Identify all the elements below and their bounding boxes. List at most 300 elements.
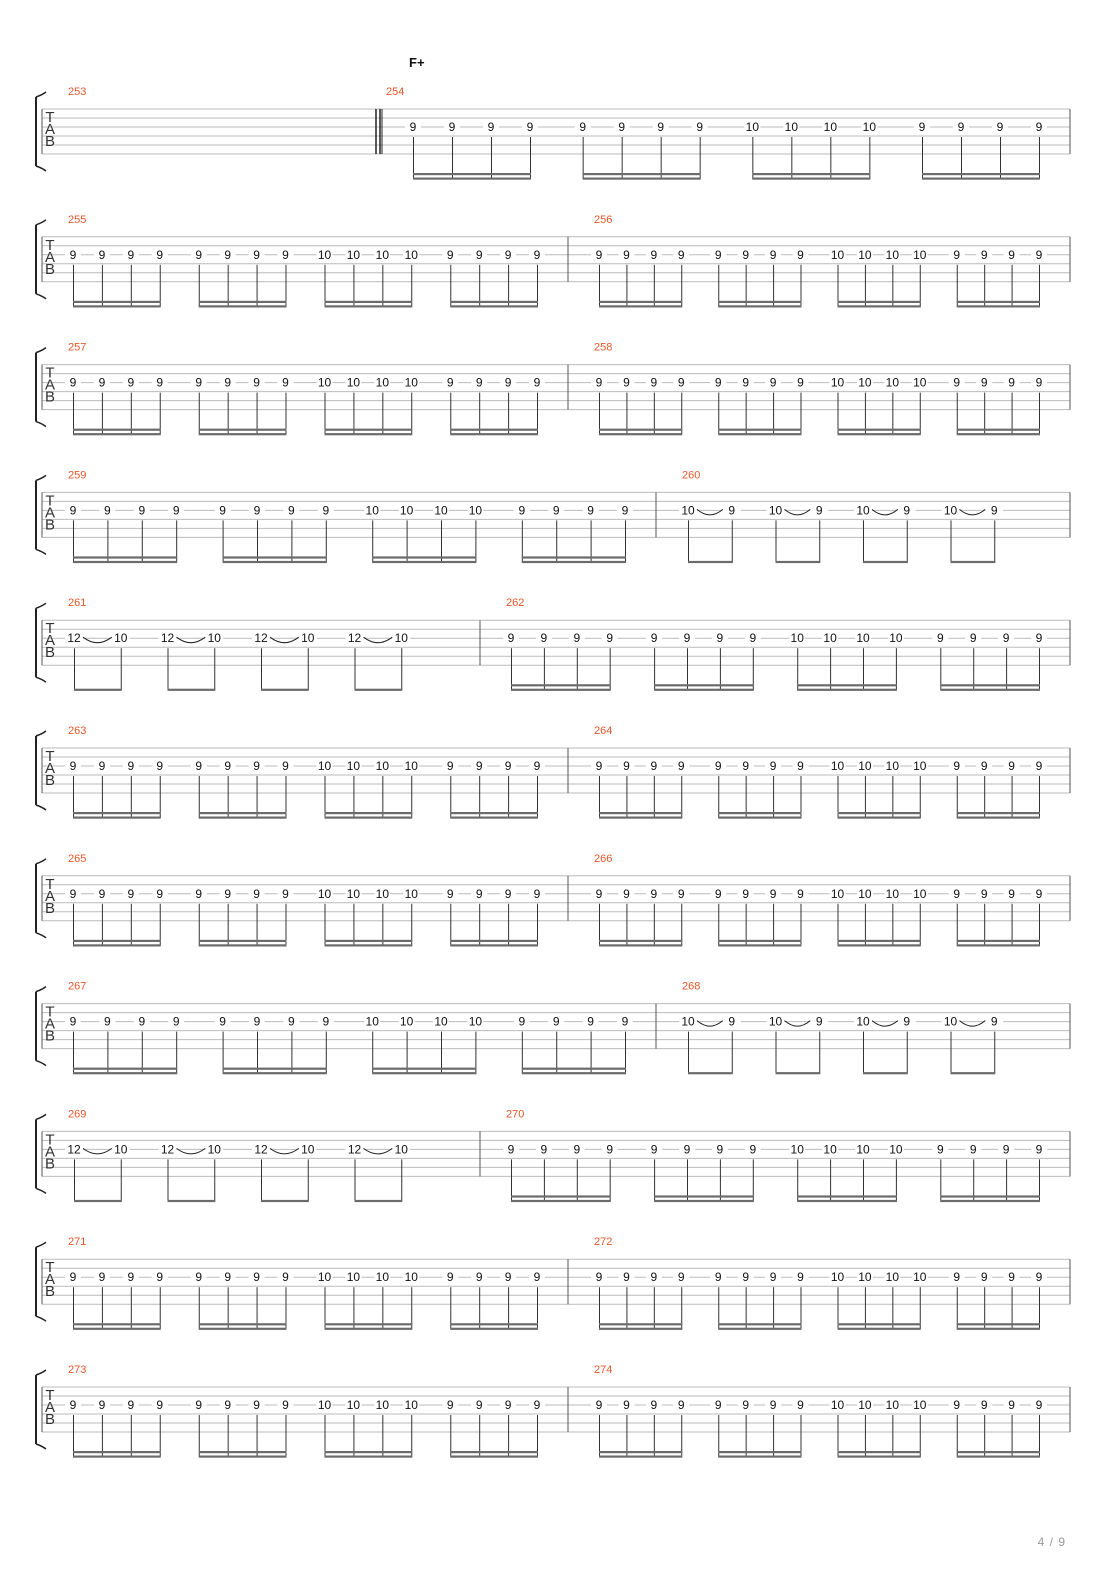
beam-secondary	[599, 944, 682, 946]
fret-number: 12	[160, 1142, 175, 1157]
fret-number: 10	[858, 247, 872, 262]
beam-primary	[73, 429, 161, 431]
tab-clef-letter: T	[45, 1003, 55, 1021]
beam-primary	[73, 1323, 161, 1325]
fret-number: 9	[714, 1398, 722, 1412]
beam-primary	[583, 173, 701, 175]
fret-number: 9	[996, 120, 1004, 134]
tab-system	[36, 55, 1070, 180]
measure-number: 258	[594, 341, 613, 354]
fret-number: 12	[347, 631, 362, 646]
fret-number: 10	[885, 759, 900, 773]
beam-secondary	[73, 1328, 161, 1330]
beam-primary	[797, 1195, 897, 1197]
fret-number: 10	[399, 1014, 414, 1029]
beam-secondary	[599, 817, 682, 819]
beam-secondary	[752, 178, 870, 180]
fret-number: 9	[980, 1398, 988, 1412]
fret-number: 9	[156, 1270, 164, 1285]
fret-number: 9	[623, 375, 630, 390]
beam-primary	[776, 561, 821, 563]
beam-secondary	[450, 817, 538, 819]
fret-number: 9	[504, 1270, 512, 1285]
beam-secondary	[325, 433, 413, 435]
fret-number: 9	[475, 247, 483, 262]
fret-number: 9	[650, 631, 658, 646]
beam-primary	[73, 1451, 161, 1453]
fret-number: 9	[533, 247, 541, 262]
fret-number: 10	[943, 503, 958, 518]
beam-primary	[718, 1323, 801, 1325]
beam-primary	[654, 1195, 754, 1197]
fret-number: 9	[253, 247, 260, 262]
fret-number: 9	[69, 247, 77, 262]
beam-primary	[957, 812, 1040, 814]
fret-number: 9	[98, 247, 106, 262]
measure-number: 254	[386, 86, 405, 98]
beam-primary	[73, 301, 161, 303]
fret-number: 10	[823, 631, 837, 646]
fret-number: 10	[207, 631, 221, 646]
fret-number: 9	[533, 1270, 541, 1285]
fret-number: 9	[253, 759, 260, 773]
fret-number: 9	[533, 1398, 541, 1412]
bracket-top-hook	[36, 603, 46, 608]
fret-number: 10	[207, 1142, 221, 1157]
fret-number: 9	[127, 375, 135, 390]
fret-number: 9	[677, 375, 685, 390]
fret-number: 9	[595, 759, 603, 773]
beam-primary	[522, 1068, 626, 1070]
fret-number: 9	[573, 1142, 581, 1157]
fret-number: 10	[365, 1014, 379, 1029]
beam-secondary	[223, 1072, 327, 1074]
tab-clef-letter: T	[45, 1259, 55, 1277]
beam-secondary	[838, 817, 921, 819]
fret-number: 9	[533, 886, 541, 901]
beam-primary	[413, 173, 531, 175]
beam-secondary	[718, 817, 801, 819]
fret-number: 9	[1035, 759, 1043, 773]
beam-primary	[325, 301, 413, 303]
fret-number: 9	[1035, 375, 1043, 390]
fret-number: 10	[885, 375, 900, 390]
fret-number: 9	[623, 247, 630, 262]
beam-secondary	[325, 944, 413, 946]
beam-secondary	[922, 178, 1040, 180]
fret-number: 9	[742, 375, 750, 390]
fret-number: 9	[475, 886, 483, 901]
fret-number: 10	[889, 1142, 903, 1157]
fret-number: 9	[714, 886, 722, 901]
beam-secondary	[957, 305, 1040, 307]
beam-primary	[951, 1072, 996, 1074]
beam-primary	[199, 940, 287, 942]
fret-number: 9	[1002, 1142, 1010, 1157]
beam-primary	[599, 1451, 682, 1453]
tab-clef-letter: B	[44, 1411, 56, 1428]
fret-number: 9	[446, 886, 454, 901]
tab-clef-letter: B	[44, 1283, 56, 1301]
fret-number: 10	[434, 1014, 448, 1029]
fret-number: 9	[446, 247, 454, 262]
fret-number: 9	[606, 631, 614, 646]
fret-number: 9	[936, 631, 944, 646]
fret-number: 9	[742, 1270, 750, 1285]
fret-number: 9	[623, 1398, 630, 1412]
fret-number: 9	[957, 120, 965, 134]
tab-clef-letter: T	[45, 492, 55, 510]
tab-clef-letter: T	[45, 875, 55, 893]
fret-number: 9	[936, 1142, 944, 1157]
fret-number: 9	[282, 247, 289, 262]
beam-primary	[957, 940, 1040, 942]
fret-number: 10	[317, 886, 332, 901]
fret-number: 9	[127, 886, 135, 901]
beam-primary	[223, 556, 327, 558]
beam-secondary	[797, 689, 897, 691]
fret-number: 9	[990, 503, 998, 518]
fret-number: 9	[1008, 1398, 1015, 1412]
fret-number: 9	[683, 1142, 691, 1157]
fret-number: 9	[1008, 1270, 1015, 1285]
fret-number: 9	[98, 1398, 106, 1412]
bracket-top-hook	[36, 220, 46, 225]
beam-secondary	[599, 1328, 682, 1330]
measure-number: 273	[68, 1364, 87, 1376]
beam-primary	[325, 940, 413, 942]
fret-number: 9	[677, 886, 685, 901]
fret-number: 9	[742, 886, 750, 901]
beam-secondary	[718, 305, 801, 307]
fret-number: 9	[156, 375, 164, 390]
fret-number: 9	[504, 247, 512, 262]
fret-number: 9	[552, 503, 560, 518]
fret-number: 9	[195, 375, 203, 390]
fret-number: 10	[745, 120, 760, 134]
fret-number: 9	[156, 886, 164, 901]
fret-number: 9	[253, 1270, 260, 1285]
fret-number: 9	[219, 503, 226, 518]
measure-number: 264	[594, 725, 613, 737]
fret-number: 9	[224, 375, 232, 390]
beam-primary	[168, 1200, 216, 1202]
bracket-bottom-hook	[36, 805, 46, 810]
fret-number: 10	[114, 631, 128, 646]
beam-secondary	[940, 1200, 1040, 1202]
measure-number: 259	[68, 469, 87, 482]
beam-secondary	[199, 817, 287, 819]
fret-number: 9	[650, 1270, 658, 1285]
beam-primary	[838, 812, 921, 814]
bracket-bottom-hook	[36, 1444, 46, 1449]
tab-system	[36, 469, 1070, 563]
fret-number: 9	[716, 1142, 724, 1157]
fret-number: 9	[749, 1142, 757, 1157]
fret-number: 9	[618, 120, 626, 134]
beam-primary	[688, 1072, 733, 1074]
measure-number: 274	[594, 1364, 613, 1376]
beam-secondary	[654, 689, 754, 691]
beam-secondary	[413, 178, 531, 180]
beam-primary	[863, 1072, 908, 1074]
fret-number: 10	[394, 1142, 408, 1157]
fret-number: 10	[346, 886, 361, 901]
fret-number: 9	[650, 886, 658, 901]
fret-number: 10	[375, 1270, 390, 1285]
bracket-top-hook	[36, 1114, 46, 1119]
fret-number: 10	[856, 1014, 870, 1029]
fret-number: 10	[394, 631, 408, 646]
tab-clef-letter: T	[45, 748, 55, 765]
measure-number: 270	[506, 1108, 525, 1121]
fret-number: 9	[696, 120, 704, 134]
measure-number: 257	[68, 341, 87, 354]
tab-clef-letter: A	[44, 121, 56, 138]
fret-number: 10	[317, 375, 332, 390]
bracket-top-hook	[36, 348, 46, 353]
fret-number: 9	[282, 886, 289, 901]
beam-primary	[957, 1323, 1040, 1325]
fret-number: 12	[160, 631, 175, 646]
fret-number: 9	[195, 1398, 203, 1412]
fret-number: 9	[797, 1398, 804, 1412]
measure-number: 262	[506, 597, 525, 610]
fret-number: 9	[606, 1142, 614, 1157]
beam-secondary	[718, 433, 801, 435]
beam-secondary	[838, 1456, 921, 1458]
fret-number: 10	[317, 1270, 332, 1285]
fret-number: 9	[518, 1014, 526, 1029]
beam-primary	[718, 812, 801, 814]
beam-secondary	[797, 1200, 897, 1202]
fret-number: 9	[224, 886, 232, 901]
beam-primary	[168, 689, 216, 691]
beam-primary	[199, 1323, 287, 1325]
page-number: 4 / 9	[1037, 1535, 1066, 1549]
fret-number: 9	[1008, 759, 1015, 773]
fret-number: 10	[830, 375, 845, 390]
fret-number: 10	[790, 1142, 804, 1157]
tab-clef-letter: B	[44, 899, 56, 917]
beam-secondary	[599, 433, 682, 435]
fret-number: 9	[980, 886, 988, 901]
fret-number: 9	[172, 503, 180, 518]
fret-number: 10	[856, 503, 870, 518]
fret-number: 9	[504, 759, 512, 773]
tab-clef-letter: B	[44, 260, 56, 278]
beam-primary	[957, 301, 1040, 303]
fret-number: 9	[677, 1398, 685, 1412]
fret-number: 9	[69, 1270, 77, 1285]
tab-clef-letter: A	[44, 760, 56, 777]
tab-system	[36, 342, 1070, 436]
beam-primary	[325, 1323, 413, 1325]
fret-number: 9	[969, 631, 977, 646]
fret-number: 10	[365, 503, 379, 518]
beam-primary	[776, 1072, 821, 1074]
beam-primary	[450, 301, 538, 303]
fret-number: 9	[769, 886, 777, 901]
measure-number: 253	[68, 86, 87, 98]
fret-number: 9	[69, 1014, 77, 1029]
fret-number: 9	[98, 886, 106, 901]
beam-secondary	[522, 1072, 626, 1074]
chord-marker: F+	[409, 55, 425, 70]
fret-number: 10	[830, 1398, 845, 1412]
fret-number: 9	[742, 759, 750, 773]
fret-number: 9	[621, 503, 629, 518]
beam-primary	[940, 1195, 1040, 1197]
bracket-bottom-hook	[36, 933, 46, 938]
fret-number: 9	[475, 1270, 483, 1285]
beam-secondary	[450, 1328, 538, 1330]
fret-number: 9	[282, 1398, 289, 1412]
beam-primary	[838, 1451, 921, 1453]
fret-number: 10	[823, 1142, 837, 1157]
tab-clef-letter: A	[44, 1271, 56, 1289]
fret-number: 9	[623, 759, 630, 773]
fret-number: 9	[409, 120, 417, 134]
bracket-bottom-hook	[36, 166, 46, 171]
beam-secondary	[940, 689, 1040, 691]
fret-number: 9	[475, 375, 483, 390]
fret-number: 9	[98, 375, 106, 390]
beam-primary	[940, 684, 1040, 686]
fret-number: 9	[533, 759, 541, 773]
fret-number: 10	[681, 1014, 695, 1029]
fret-number: 9	[953, 247, 961, 262]
fret-number: 9	[579, 120, 587, 134]
fret-number: 10	[913, 886, 927, 901]
fret-number: 10	[830, 759, 845, 773]
fret-number: 9	[127, 1398, 135, 1412]
beam-primary	[718, 301, 801, 303]
fret-number: 10	[346, 759, 361, 773]
beam-secondary	[73, 305, 161, 307]
fret-number: 10	[830, 1270, 845, 1285]
fret-number: 9	[69, 886, 77, 901]
tab-clef-letter: B	[44, 1155, 56, 1173]
fret-number: 10	[404, 1270, 418, 1285]
fret-number: 9	[650, 375, 658, 390]
tab-clef-letter: T	[45, 1387, 55, 1404]
tab-clef-letter: T	[45, 109, 55, 126]
measure-number: 266	[594, 852, 613, 865]
fret-number: 9	[322, 1014, 330, 1029]
fret-number: 9	[677, 1270, 685, 1285]
beam-secondary	[199, 305, 287, 307]
fret-number: 10	[885, 1270, 900, 1285]
fret-number: 10	[913, 375, 927, 390]
beam-primary	[450, 1323, 538, 1325]
fret-number: 9	[990, 1014, 998, 1029]
fret-number: 9	[797, 1270, 804, 1285]
fret-number: 9	[172, 1014, 180, 1029]
fret-number: 10	[404, 886, 418, 901]
fret-number: 10	[858, 759, 872, 773]
beam-primary	[372, 1068, 476, 1070]
beam-primary	[372, 556, 476, 558]
beam-primary	[599, 1323, 682, 1325]
beam-primary	[951, 561, 996, 563]
beam-secondary	[73, 817, 161, 819]
fret-number: 9	[969, 1142, 977, 1157]
fret-number: 9	[714, 1270, 722, 1285]
beam-secondary	[325, 1328, 413, 1330]
fret-number: 9	[504, 886, 512, 901]
beam-secondary	[73, 1456, 161, 1458]
fret-number: 9	[714, 375, 722, 390]
fret-number: 9	[69, 759, 77, 773]
beam-secondary	[325, 817, 413, 819]
fret-number: 9	[540, 1142, 548, 1157]
fret-number: 9	[195, 1270, 203, 1285]
beam-primary	[199, 429, 287, 431]
fret-number: 9	[797, 886, 804, 901]
fret-number: 10	[790, 631, 804, 646]
beam-secondary	[718, 1328, 801, 1330]
fret-number: 10	[913, 1270, 927, 1285]
fret-number: 9	[224, 1270, 232, 1285]
fret-number: 9	[156, 1398, 164, 1412]
fret-number: 9	[797, 375, 804, 390]
fret-number: 9	[98, 1270, 106, 1285]
tab-system	[36, 214, 1070, 308]
fret-number: 9	[1008, 375, 1015, 390]
beam-primary	[654, 684, 754, 686]
fret-number: 9	[953, 375, 961, 390]
fret-number: 9	[769, 759, 777, 773]
fret-number: 10	[434, 503, 448, 518]
measure-number: 269	[68, 1108, 87, 1121]
fret-number: 9	[69, 1398, 77, 1412]
measure-number: 272	[594, 1236, 613, 1249]
fret-number: 9	[540, 631, 548, 646]
beam-primary	[838, 1323, 921, 1325]
fret-number: 10	[856, 1142, 870, 1157]
fret-number: 10	[885, 1398, 900, 1412]
tab-clef-letter: A	[44, 1143, 56, 1161]
fret-number: 9	[769, 1398, 777, 1412]
bracket-bottom-hook	[36, 422, 46, 427]
bracket-top-hook	[36, 92, 46, 97]
fret-number: 9	[288, 1014, 295, 1029]
beam-secondary	[73, 944, 161, 946]
fret-number: 9	[195, 759, 203, 773]
fret-number: 10	[913, 1398, 927, 1412]
fret-number: 9	[138, 1014, 146, 1029]
beam-primary	[261, 689, 309, 691]
beam-primary	[797, 684, 897, 686]
fret-number: 10	[823, 120, 838, 134]
fret-number: 9	[714, 247, 722, 262]
fret-number: 10	[301, 1142, 315, 1157]
tab-clef-letter: A	[44, 248, 56, 266]
fret-number: 9	[980, 1270, 988, 1285]
tab-system	[36, 1108, 1070, 1202]
fret-number: 10	[768, 503, 783, 518]
tab-clef-letter: T	[45, 620, 55, 638]
bracket-top-hook	[36, 1242, 46, 1247]
beam-primary	[599, 301, 682, 303]
fret-number: 9	[224, 759, 232, 773]
fret-number: 12	[347, 1142, 362, 1157]
bracket-top-hook	[36, 1370, 46, 1375]
fret-number: 10	[830, 247, 845, 262]
tab-clef-letter: A	[44, 1399, 56, 1416]
tab-clef-letter: A	[44, 504, 56, 522]
